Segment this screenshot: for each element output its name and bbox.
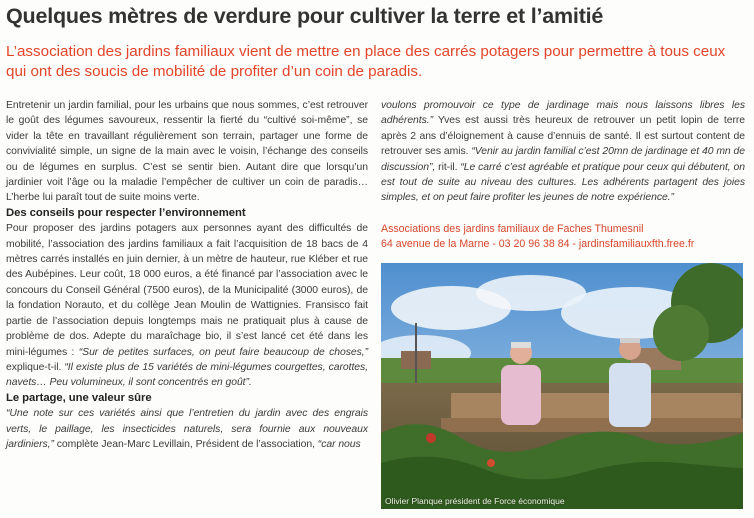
- article-title: Quelques mètres de verdure pour cultiver la terre et l’amitié: [6, 4, 604, 28]
- quote-surfaces: “Sur de petites surfaces, on peut faire beaucoup de choses,”: [74, 346, 368, 358]
- paragraph-rit: rit-il.: [435, 161, 458, 173]
- paragraph-environment: [6, 221, 368, 390]
- contact-name: Associations des jardins familiaux de Faches Thumesnil: [381, 223, 644, 235]
- paragraph-partage-attrib: complète Jean-Marc Levillain, Président de l’association,: [53, 438, 315, 450]
- paragraph-environment-attrib: explique-t-il.: [6, 361, 62, 373]
- right-column: [381, 98, 745, 206]
- article-lead: L’association des jardins familiaux vient de mettre en place des carrés potagers pour permettre à tous ceux qui ont des soucis de mobilité de profiter d’un coin de paradis.: [6, 43, 726, 80]
- photo-caption: Olivier Planque président de Force économique: [385, 496, 565, 506]
- paragraph-continued: [381, 98, 745, 206]
- contact-details: 64 avenue de la Marne - 03 20 96 38 84 - jardinsfamiliauxfth.free.fr: [381, 238, 695, 250]
- quote-varietes: “Une note sur ces variétés ainsi que l’entretien du jardin avec des engrais verts, le paillage, les insecticides naturels, sera fournie aux nouveaux jardiniers,”: [6, 408, 368, 450]
- subheading-environment: Des conseils pour respecter l’environnement: [6, 206, 246, 219]
- garden-photo-illustration: [381, 263, 743, 509]
- quote-mini-legumes: “Il existe plus de 15 variétés de mini-légumes courgettes, carottes, navets… Peu volumineux, il sont concentrés en goût”.: [6, 361, 368, 389]
- garden-photo: [381, 263, 743, 509]
- quote-promouvoir: voulons promouvoir ce type de jardinage mais nous laissons libres les adhérents.”: [381, 100, 745, 127]
- paragraph-intro: Entretenir un jardin familial, pour les urbains que nous sommes, c’est retrouver le goût des légumes savoureux, ressentir la fierté du “cultivé soi-même”, se vider la tête en travaillant régulièrement son terrain, partager une forme de convivialité simple, un signe de la main avec le voisin, l’échange des conseils ou de légumes en surplus. C’est se sentir bien. Autant dire que lorsqu’un jardinier voit l’âge ou la maladie l’empêcher de cultiver un coin de paradis… L’herbe lui paraît tout de suite moins verte.: [6, 100, 368, 204]
- quote-discussion: “Venir au jardin familial c’est 20mn de jardinage et 40 mn de discussion”,: [381, 146, 745, 173]
- paragraph-environment-text: Pour proposer des jardins potagers aux personnes ayant des difficultés de mobilité, l’association des jardins familiaux a fait l’acquisition de 18 bacs de 4 mètres carrés installés en juin dernier, à un mètre de hauteur, rue Kléber et rue des Aubépines. Leur coût, 18 000 euros, a été financé par l’association avec le concours du Conseil Général (7500 euros), de la Municipalité (3000 euros), de la fondation Norauto, et du collège Jean Moulin de Wattignies. Fransisco fait partie de l’association depuis longtemps mais ne pratiquait plus à cause de problème de dos. Adepte du maraîchage bio, il s’est lancé cet été dans les mini-légumes :: [6, 223, 368, 358]
- quote-carre: “Le carré c’est agréable et pratique pour ceux qui débutent, on est tout de suite au niveau des cultures. Les adhérents partagent des joies simples, et on peut faire profiter les jeunes de notre expérience.”: [381, 161, 745, 204]
- quote-car-nous: “car nous: [314, 438, 361, 450]
- subheading-partage: Le partage, une valeur sûre: [6, 391, 152, 404]
- paragraph-yves: Yves est aussi très heureux de retrouver un petit lopin de terre après 2 ans d’éloignement à cause d’ennuis de santé. Il est surtout content de retrouver ses amis.: [381, 115, 745, 158]
- paragraph-partage: [6, 406, 368, 452]
- left-column: [6, 98, 368, 452]
- contact-block: [381, 222, 745, 252]
